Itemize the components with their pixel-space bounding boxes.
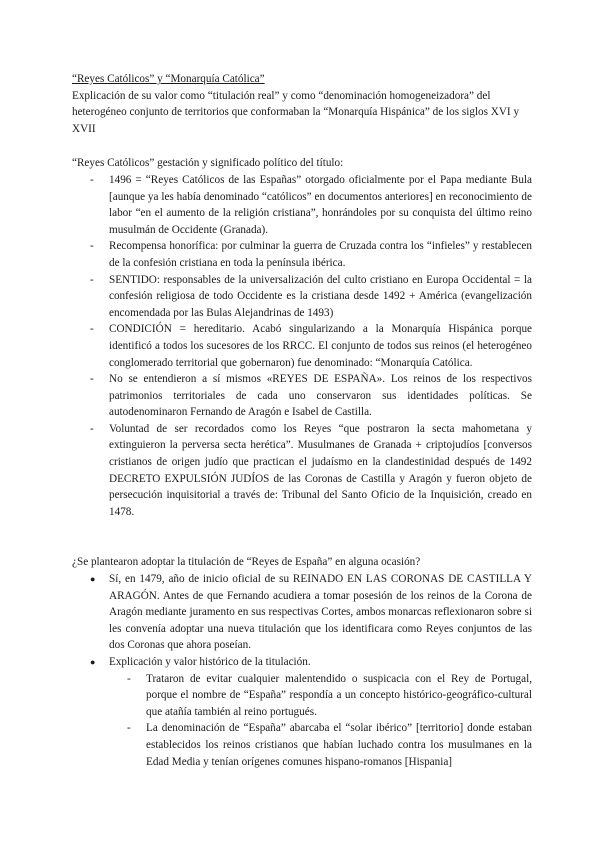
list-item: - 1496 = “Reyes Católicos de las Españas” otorgado oficialmente por el Papa mediante Bula [aunque ya les había denominado “católicos” en documentos anteriores] en reconocimiento de labor “en el aumento de la religión cristiana”, honrándoles por su conquista del último reino musulmán de Occidente (Granada). (90, 173, 532, 236)
intro-paragraph: Explicación de su valor como “titulación real” y como “denominación homogeneizadora” del heterogéneo conjunto de territorios que conformaban la “Monarquía Hispánica” de los siglos XVI y XVII (72, 89, 520, 135)
section1-heading: “Reyes Católicos” gestación y significado político del título: (72, 157, 344, 170)
list-item: ● Sí, en 1479, año de inicio oficial de su REINADO EN LAS CORONAS DE CASTILLA Y ARAGÓN. Antes de que Fernando acudiera a tomar posesión de los reinos de la Corona de Aragón mediante juramento en sus respectivas Cortes, ambos monarcas reflexionaron sobre si les convenía adoptar una nueva titulación que los identificara como Reyes conjuntos de las dos Coronas que ahora poseían. (90, 573, 532, 652)
list-item: - Recompensa honorífica: por culminar la guerra de Cruzada contra los “infieles” y restablecen de la confesión cristiana en toda la península ibérica. (90, 240, 532, 269)
list-item: - SENTIDO: responsables de la universalización del culto cristiano en Europa Occidental = la confesión religiosa de todo Occidente es la cristiana desde 1492 + América (evangelización encomendada por las Bulas Alejandrinas de 1493) (90, 273, 532, 319)
dash-marker: - (90, 173, 94, 186)
list-item: ● Explicación y valor histórico de la titulación. - Trataron de evitar cualquier malentendido o suspicacia con el Rey de Portugal, porque el nombre de “España” respondía a un concepto histórico-geográfico-cultural que atañía también al reino portugués. - La denominación de “España” abarcaba el “solar ibérico” [territorio] donde estaban establecidos los reinos cristianos que habían luchado contra los musulmanes en la Edad Media y tenían orígenes comunes hispano-romanos [Hispania] (90, 654, 532, 770)
dash-marker: - (90, 323, 94, 336)
dash-marker: - (90, 273, 94, 286)
sub-list (127, 671, 532, 771)
section2-list (90, 571, 532, 770)
list-item: - CONDICIÓN = hereditario. Acabó singularizando a la Monarquía Hispánica porque identificó a todos los sucesores de los RRCC. El conjunto de todos sus reinos (el heterogéneo conglomerado territorial que gobernaron) fue denominado: “Monarquía Católica. (90, 323, 532, 369)
section2-heading: ¿Se plantearon adoptar la titulación de “Reyes de España” en alguna ocasión? (72, 556, 421, 569)
bullet-icon: ● (90, 657, 96, 667)
list-item: - No se entendieron a sí mismos «REYES DE ESPAÑA». Los reinos de los respectivos patrimonios territoriales de cada uno conservaron sus identidades políticas. Se autodenominaron Fernando de Aragón e Isabel de Castilla. (90, 373, 532, 419)
dash-marker: - (90, 373, 94, 386)
dash-marker: - (90, 422, 94, 435)
bullet-icon: ● (90, 574, 96, 585)
dash-marker: - (127, 672, 131, 685)
dash-marker: - (127, 722, 131, 735)
section1-list (90, 172, 532, 520)
list-item: - Voluntad de ser recordados como los Reyes “que postraron la secta mahometana y extinguieron la perversa secta herética”. Musulmanes de Granada + criptojudíos [conversos cristianos de origen judío que practican el judaísmo en la clandestinidad después de 1492 DECRETO EXPULSIÓN JUDÍOS de las Coronas de Castilla y Aragón y fueron objeto de persecución inquisitorial a través de: Tribunal del Santo Oficio de la Inquisición, creado en 1478. (90, 422, 532, 518)
document-title: “Reyes Católicos” y “Monarquía Católica” (72, 73, 265, 85)
dash-marker: - (90, 240, 94, 253)
sub-list-item: - Trataron de evitar cualquier malentendido o suspicacia con el Rey de Portugal, porque el nombre de “España” respondía a un concepto histórico-geográfico-cultural que atañía también al reino portugués. (127, 672, 532, 718)
sub-list-item: - La denominación de “España” abarcaba el “solar ibérico” [territorio] donde estaban establecidos los reinos cristianos que habían luchado contra los musulmanes en la Edad Media y tenían orígenes comunes hispano-romanos [Hispania] (127, 722, 532, 768)
document-body (72, 71, 532, 770)
